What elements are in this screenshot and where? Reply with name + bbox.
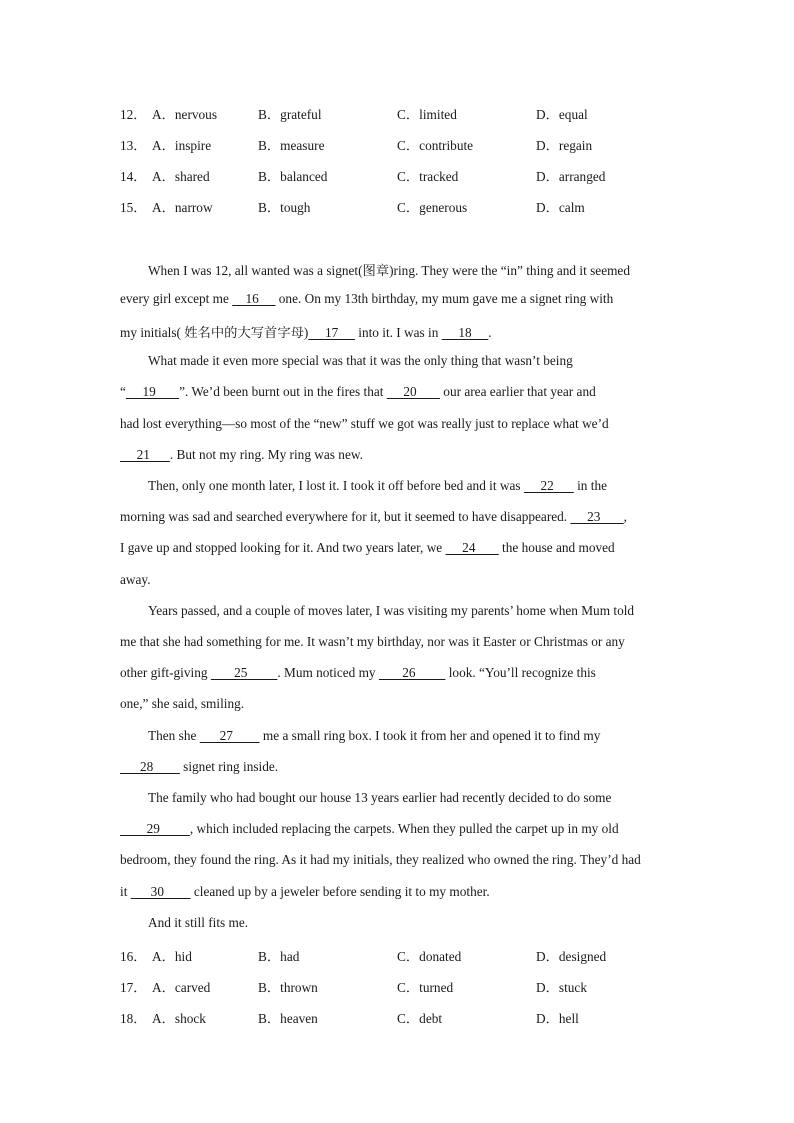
blank-16: 16 [232, 291, 276, 306]
option-b: B．balanced [258, 169, 328, 184]
passage-text: . Mum noticed my [277, 665, 379, 680]
passage-text: cleaned up by a jeweler before sending it to my mother. [190, 884, 490, 899]
option-b: B．heaven [258, 1011, 318, 1026]
blank-19: 19 [125, 384, 180, 399]
passage-line: away. [120, 572, 151, 587]
passage-line [120, 821, 680, 841]
passage-text: I gave up and stopped looking for it. And two years later, we [120, 540, 446, 555]
option-d: D．regain [536, 138, 593, 153]
passage-text: , [623, 509, 627, 524]
passage-text: . But not my ring. My ring was new. [169, 447, 363, 462]
blank-23: 23 [570, 509, 624, 524]
blank-29: 29 [120, 821, 190, 836]
option-b: B．measure [258, 138, 325, 153]
option-d: D．stuck [536, 980, 587, 995]
passage-text: Then she [148, 728, 200, 743]
blank-21: 21 [120, 447, 170, 462]
option-d: D．arranged [536, 169, 606, 184]
option-a: A．carved [152, 980, 211, 995]
question-number: 17． [120, 980, 147, 995]
passage-line: And it still fits me. [148, 915, 249, 930]
passage-line: one,” she said, smiling. [120, 696, 245, 711]
option-d: D．calm [536, 200, 585, 215]
option-c: C．tracked [397, 169, 459, 184]
question-number: 12． [120, 107, 147, 122]
passage-text: into it. I was in [354, 325, 442, 340]
passage-line [148, 478, 680, 498]
passage-line: me that she had something for me. It wasn’t my birthday, nor was it Easter or Christmas or any [120, 634, 625, 649]
passage-line: Years passed, and a couple of moves later, I was visiting my parents’ home when Mum told [148, 603, 635, 618]
question-18-options [120, 1008, 680, 1028]
option-b: B．had [258, 949, 300, 964]
option-d: D．designed [536, 949, 607, 964]
blank-24: 24 [445, 540, 499, 555]
passage-text: morning was sad and searched everywhere for it, but it seemed to have disappeared. [120, 509, 571, 524]
passage-text: other gift-giving [120, 665, 211, 680]
passage-line [120, 509, 680, 529]
blank-26: 26 [378, 665, 446, 680]
passage-text: my initials( 姓名中的大写首字母) [120, 325, 309, 340]
blank-27: 27 [199, 728, 260, 743]
blank-30: 30 [130, 884, 191, 899]
passage-text: look. “You’ll recognize this [445, 665, 596, 680]
question-number: 16． [120, 949, 147, 964]
passage-text: in the [573, 478, 608, 493]
passage-text: me a small ring box. I took it from her and opened it to find my [259, 728, 601, 743]
passage-line: bedroom, they found the ring. As it had my initials, they realized who owned the ring. They’d had [120, 852, 641, 867]
question-13-options [120, 135, 680, 155]
blank-28: 28 [120, 759, 180, 774]
passage-text: Then, only one month later, I lost it. I took it off before bed and it was [148, 478, 524, 493]
passage-line [120, 540, 680, 560]
blank-17: 17 [308, 325, 355, 340]
option-a: A．nervous [152, 107, 217, 122]
blank-22: 22 [523, 478, 574, 493]
question-15-options [120, 197, 680, 217]
passage-text: , which included replacing the carpets. When they pulled the carpet up in my old [189, 821, 619, 836]
option-c: C．donated [397, 949, 462, 964]
option-a: A．hid [152, 949, 192, 964]
passage-text: the house and moved [498, 540, 615, 555]
passage-text: “ [120, 384, 126, 399]
question-number: 14． [120, 169, 147, 184]
passage-line [120, 384, 680, 404]
question-number: 18． [120, 1011, 147, 1026]
option-c: C．limited [397, 107, 457, 122]
option-b: B．thrown [258, 980, 318, 995]
option-d: D．hell [536, 1011, 579, 1026]
passage-line [120, 884, 680, 904]
passage-line: had lost everything—so most of the “new” stuff we got was really just to replace what we’d [120, 416, 609, 431]
question-17-options [120, 977, 680, 997]
blank-18: 18 [441, 325, 489, 340]
option-a: A．inspire [152, 138, 212, 153]
passage-line [148, 728, 680, 748]
passage-text: one. On my 13th birthday, my mum gave me a signet ring with [275, 291, 614, 306]
option-d: D．equal [536, 107, 588, 122]
option-c: C．turned [397, 980, 454, 995]
blank-20: 20 [386, 384, 440, 399]
passage-line [120, 759, 680, 779]
option-a: A．shared [152, 169, 210, 184]
option-c: C．contribute [397, 138, 474, 153]
passage-text: ”. We’d been burnt out in the fires that [179, 384, 387, 399]
option-c: C．debt [397, 1011, 443, 1026]
passage-text: . [488, 325, 492, 340]
passage-text: signet ring inside. [179, 759, 279, 774]
question-12-options [120, 104, 680, 124]
passage-text: it [120, 884, 131, 899]
passage-line [120, 291, 680, 311]
question-14-options [120, 166, 680, 186]
question-number: 13． [120, 138, 147, 153]
option-a: A．shock [152, 1011, 206, 1026]
passage-line [120, 447, 680, 467]
passage-line [120, 665, 680, 685]
blank-25: 25 [210, 665, 278, 680]
option-a: A．narrow [152, 200, 213, 215]
question-16-options [120, 946, 680, 966]
option-c: C．generous [397, 200, 468, 215]
passage-line [120, 322, 680, 342]
passage-line: What made it even more special was that it was the only thing that wasn’t being [148, 353, 573, 368]
passage-line: The family who had bought our house 13 years earlier had recently decided to do some [148, 790, 612, 805]
passage-text: every girl except me [120, 291, 233, 306]
option-b: B．tough [258, 200, 311, 215]
passage-text: our area earlier that year and [439, 384, 596, 399]
question-number: 15． [120, 200, 147, 215]
option-b: B．grateful [258, 107, 322, 122]
passage-line: When I was 12, all wanted was a signet(图章)ring. They were the “in” thing and it seemed [148, 263, 630, 278]
